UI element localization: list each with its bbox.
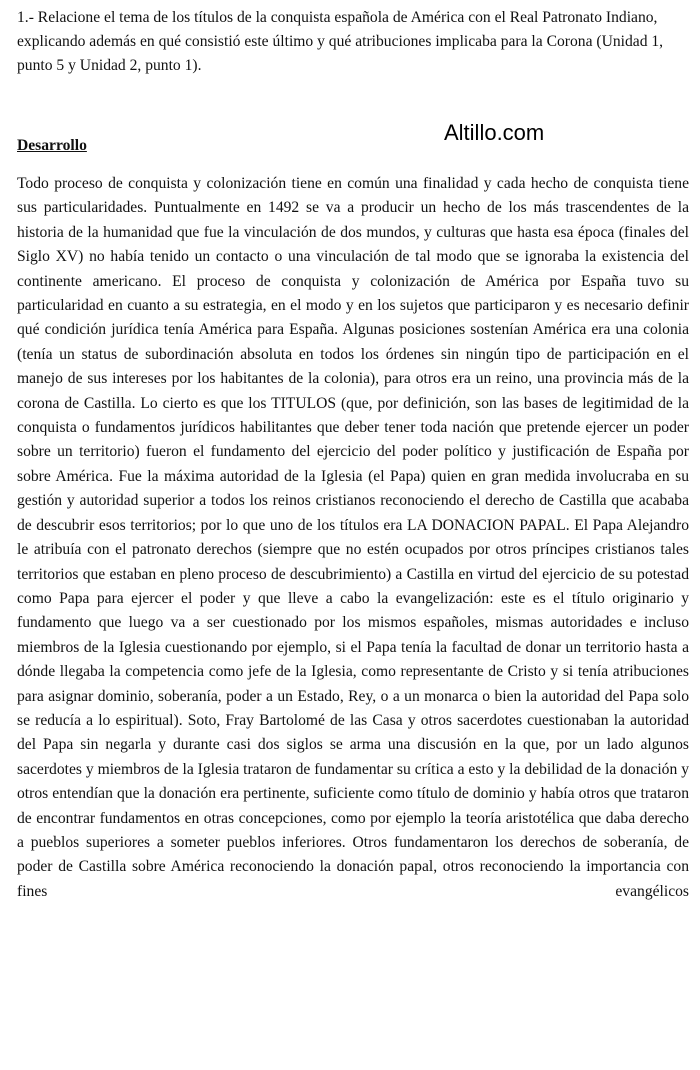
section-heading: Desarrollo xyxy=(17,137,87,154)
body-paragraph: Todo proceso de conquista y colonización tiene en común una finalidad y cada hecho de conquista tiene sus particularidades. Puntualmente en 1492 se va a producir un hecho de los más trascendentes de la historia de la humanidad que fue la vinculación de dos mundos, y culturas que hasta esa época (finales del Siglo XV) no había tenido un contacto o una vinculación de tal modo que se ignoraba la existencia del continente americano. El proceso de conquista y colonización de América por España tuvo su particularidad en cuanto a su estrategia, en el modo y en los sujetos que participaron y es necesario definir qué condición jurídica tenía América para España. Algunas posiciones sostenían América era una colonia (tenía un status de subordinación absoluta en todos los órdenes sin ningún tipo de participación en el manejo de sus intereses por los habitantes de la colonia), para otros era un reino, una provincia más de la corona de Castilla. Lo cierto es que los TITULOS (que, por definición, son las bases de legitimidad de la conquista o fundamentos jurídicos habilitantes que deber tener toda nación que pretende ejercer un poder sobre un territorio) fueron el fundamento del ejercicio del poder político y justificación de España por sobre América. Fue la máxima autoridad de la Iglesia (el Papa) quien en gran medida involucraba en su gestión y autoridad superior a todos los reinos cristianos reconociendo el derecho de Castilla que acababa de descubrir esos territorios; por lo que uno de los títulos era LA DONACION PAPAL. El Papa Alejandro le atribuía con el patronato derechos (siempre que no estén ocupados por otros príncipes cristianos tales territorios que estaban en pleno proceso de descubrimiento) a Castilla en virtud del ejercicio de su potestad como Papa para ejercer el poder y que lleve a cabo la evangelización: este es el título originario y fundamento que luego va a ser cuestionado por los mismos españoles, mismas autoridades e incluso miembros de la Iglesia cuestionando por ejemplo, si el Papa tenía la facultad de donar un territorio hasta a dónde llegaba la competencia como jefe de la Iglesia, como representante de Cristo y si tenía atribuciones para asignar dominio, soberanía, poder a un Estado, Rey, o a un monarca o bien la autoridad del Papa solo se reducía a lo espiritual). Soto, Fray Bartolomé de las Casa y otros sacerdotes cuestionaban la autoridad del Papa sin negarla y durante casi dos siglos se arma una discusión en la que, por un lado algunos sacerdotes y miembros de la Iglesia trataron de fundamentar su crítica a esto y la debilidad de la donación y otros entendían que la donación era pertinente, suficiente como título de dominio y había otros que trataron de encontrar fundamentos en otras concepciones, como por ejemplo la teoría aristotélica que daba derecho a pueblos superiores a someter pueblos inferiores. Otros fundamentaron los derechos de soberanía, de poder de Castilla sobre América reconociendo la donación papal, otros reconociendo la importancia con fines evangélicos xyxy=(17,175,689,900)
watermark-text: Altillo.com xyxy=(444,120,545,145)
heading-row xyxy=(17,120,689,159)
document-page xyxy=(17,6,689,904)
question-text: 1.- Relacione el tema de los títulos de la conquista española de América con el Real Patronato Indiano, explicando además en qué consistió este último y qué atribuciones implicaba para la Corona (Unidad 1, punto 5 y Unidad 2, punto 1). xyxy=(17,9,664,74)
